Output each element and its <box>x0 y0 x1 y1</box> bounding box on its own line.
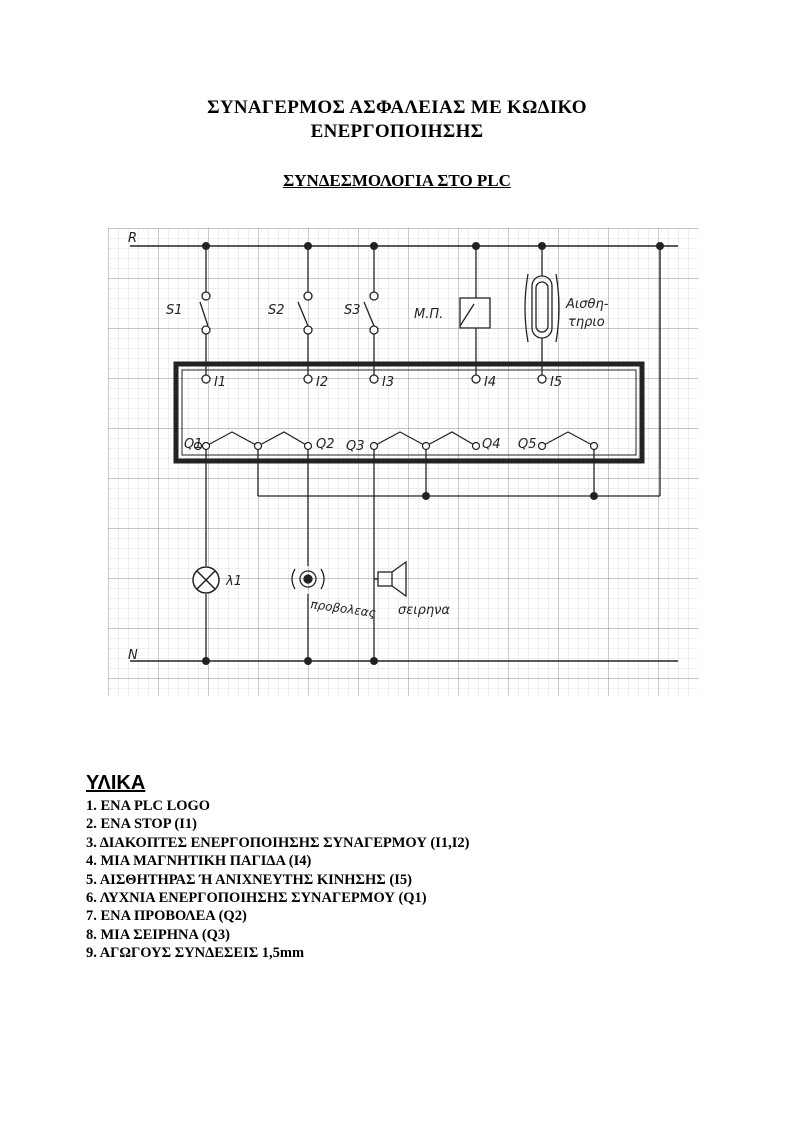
list-item: 4. ΜΙΑ ΜΑΓΝΗΤΙΚΗ ΠΑΓΙΔΑ (I4) <box>86 853 312 870</box>
switch-s3-label: S3 <box>344 303 361 318</box>
document-title <box>0 96 794 144</box>
magnetic-trap-label: Μ.Π. <box>414 307 444 322</box>
plc-wiring-diagram <box>108 228 698 696</box>
output-q2-label: Q2 <box>316 437 335 452</box>
title-line-1: ΣΥΝΑΓΕΡΜΟΣ ΑΣΦΑΛΕΙΑΣ ΜΕ ΚΩΔΙΚΟ <box>207 97 587 118</box>
list-item: 2. ΕΝΑ STOP (I1) <box>86 816 197 833</box>
switch-s2-label: S2 <box>268 303 285 318</box>
list-item: 1. ΕΝΑ PLC LOGO <box>86 798 211 814</box>
output-q1-label: Q1 <box>184 437 203 452</box>
input-i1-label: I1 <box>214 375 227 390</box>
wiring-subtitle: ΣΥΝΔΕΣΜΟΛΟΓΙΑ ΣΤΟ PLC <box>283 171 511 190</box>
title-line-2: ΕΝΕΡΓΟΠΟΙΗΣΗΣ <box>310 121 484 142</box>
output-q3-label: Q3 <box>346 439 365 454</box>
output-q5-label: Q5 <box>518 437 537 452</box>
materials-list <box>86 797 470 963</box>
input-i3-label: I3 <box>382 375 395 390</box>
output-q4-label: Q4 <box>482 437 501 452</box>
list-item: 6. ΛΥΧΝΙΑ ΕΝΕΡΓΟΠΟΙΗΣΗΣ ΣΥΝΑΓΕΡΜΟΥ (Q1) <box>86 890 427 907</box>
list-item: 3. ΔΙΑΚΟΠΤΕΣ ΕΝΕΡΓΟΠΟΙΗΣΗΣ ΣΥΝΑΓΕΡΜΟΥ (I1,I2) <box>86 834 470 851</box>
lamp-icon <box>193 567 219 593</box>
materials-section <box>86 772 470 963</box>
projector-label: προβολεας <box>309 597 377 621</box>
siren-label: σειρηνα <box>398 603 450 618</box>
input-i5-label: I5 <box>550 375 563 390</box>
rail-r-label: R <box>128 231 138 246</box>
materials-heading: ΥΛΙΚΑ <box>86 772 146 794</box>
list-item: 7. ΕΝΑ ΠΡΟΒΟΛΕΑ (Q2) <box>86 908 247 925</box>
input-i2-label: I2 <box>316 375 329 390</box>
switch-s1-label: S1 <box>166 303 183 318</box>
list-item: 5. ΑΙΣΘΗΤΗΡΑΣ Ή ΑΝΙΧΝΕΥΤΗΣ ΚΙΝΗΣΗΣ (I5) <box>86 871 412 888</box>
lamp-label: λ1 <box>226 574 242 589</box>
rail-n-label: N <box>128 648 138 663</box>
list-item: 8. ΜΙΑ ΣΕΙΡΗΝΑ (Q3) <box>86 926 231 943</box>
sensor-label-line-2: τηριο <box>568 315 605 330</box>
sensor-label-line-1: Αισθη- <box>566 297 609 312</box>
list-item: 9. ΑΓΩΓΟΥΣ ΣΥΝΔΕΣΕΙΣ 1,5mm <box>86 945 305 962</box>
input-i4-label: I4 <box>484 375 497 390</box>
